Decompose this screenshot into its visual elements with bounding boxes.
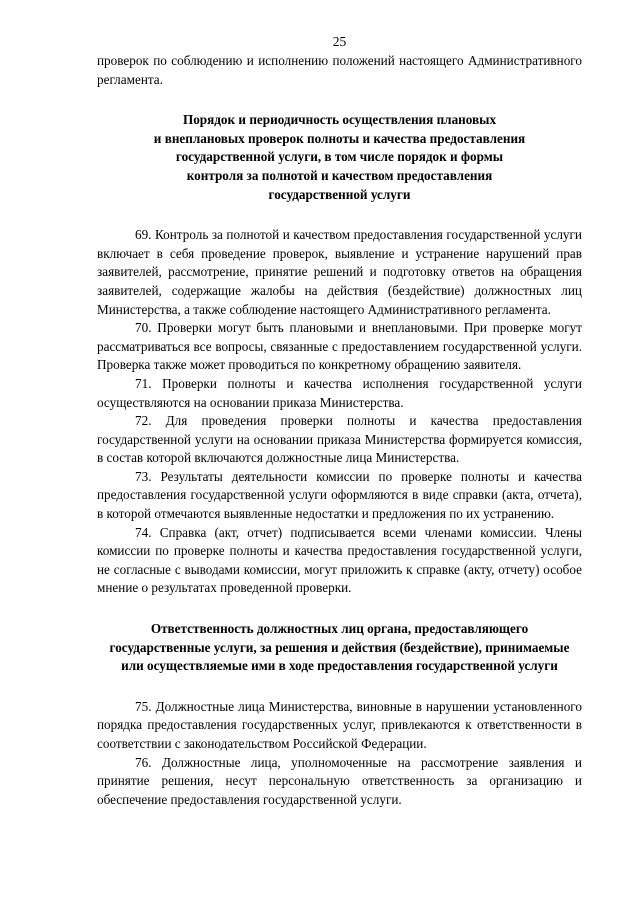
heading-line: и внеплановых проверок полноты и качества предоставления xyxy=(153,130,526,146)
paragraph-75: 75. Должностные лица Министерства, виновные в нарушении установленного порядка предоставления государственных услуг, привлекаются к ответственности в соответствии с законодательством Российской Федерации. xyxy=(97,698,582,751)
heading-line: государственные услуги, за решения и действия (бездействие), принимаемые xyxy=(109,639,570,655)
heading-line: контроля за полнотой и качеством предоставления xyxy=(186,167,493,183)
paragraph-72: 72. Для проведения проверки полноты и качества предоставления государственной услуги на основании приказа Министерства формируется комиссия, в состав которой включаются должностные лица Министерства. xyxy=(97,413,582,466)
page-number: 25 xyxy=(332,34,347,49)
paragraph-76: 76. Должностные лица, уполномоченные на рассмотрение заявления и принятие решения, несут персональную ответственность за организацию и обеспечение предоставления государственной услуги. xyxy=(97,754,582,807)
heading-line: Ответственность должностных лиц органа, предоставляющего xyxy=(150,621,529,637)
heading-line: Порядок и периодичность осуществления плановых xyxy=(182,112,497,128)
paragraph-73: 73. Результаты деятельности комиссии по проверке полноты и качества предоставления государственной услуги оформляются в виде справки (акта, отчета), в которой отмечаются выявленные недостатки и предложения по их устранению. xyxy=(97,468,582,522)
paragraph-74: 74. Справка (акт, отчет) подписывается всеми членами комиссии. Члены комиссии по проверке полноты и качества предоставления государственной услуги, не согласные с выводами комиссии, могут приложить к справке (акту, отчету) особое мнение о результатах проведенной проверки. xyxy=(97,524,582,596)
section-heading-responsibility xyxy=(97,620,582,676)
heading-line: государственной услуги xyxy=(268,186,411,202)
section-heading-control xyxy=(97,111,582,204)
paragraph-69: 69. Контроль за полнотой и качеством предоставления государственной услуги включает в себя проведение проверок, выявление и устранение нарушений прав заявителей, рассмотрение, принятие решений и подготовку ответов на обращения заявителей, содержащие жалобы на действия (бездействие) должностных лиц Министерства, а также соблюдение настоящего Административного регламента. xyxy=(97,227,582,317)
paragraph-71: 71. Проверки полноты и качества исполнения государственной услуги осуществляются на основании приказа Министерства. xyxy=(97,375,582,410)
heading-line: или осуществляемые ими в ходе предоставления государственной услуги xyxy=(121,658,558,674)
paragraph-70: 70. Проверки могут быть плановыми и внеплановыми. При проверке могут рассматриваться все вопросы, связанные с предоставлением государственной услуги. Проверка также может проводиться по конкретному обращению заявителя. xyxy=(97,320,582,373)
heading-line: государственной услуги, в том числе порядок и формы xyxy=(175,149,504,165)
continuation-paragraph: проверок по соблюдению и исполнению положений настоящего Административного регламента. xyxy=(97,53,582,87)
